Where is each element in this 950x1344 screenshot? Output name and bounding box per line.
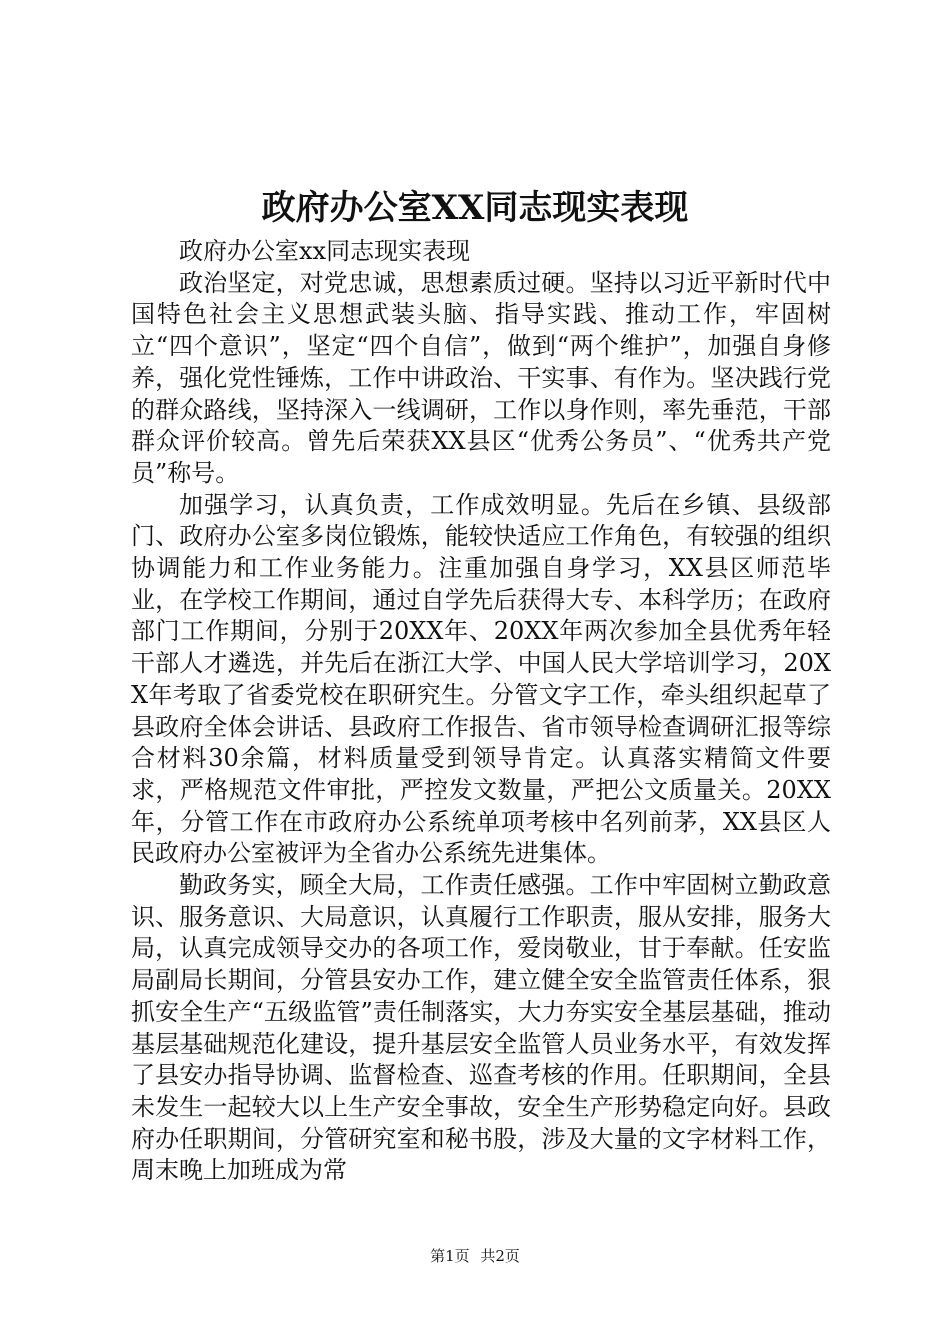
page-total: 共2页 bbox=[480, 1247, 520, 1265]
page-number: 第1页 bbox=[430, 1247, 470, 1265]
paragraph-study-responsibility: 加强学习，认真负责，工作成效明显。先后在乡镇、县级部门、政府办公室多岗位锻炼，能较快适应工作角色，有较强的组织协调能力和工作业务能力。注重加强自身学习，XX县区师范毕业，在学校工作期间，通过自学先后获得大专、本科学历；在政府部门工作期间，分别于20XX年、20XX年两次参加全县优秀年轻干部人才遴选，并先后在浙江大学、中国人民大学培训学习，20XX年考取了省委党校在职研究生。分管文字工作，牵头组织起草了县政府全体会讲话、县政府工作报告、省市领导检查调研汇报等综合材料30余篇，材料质量受到领导肯定。认真落实精简文件要求，严格规范文件审批，严控发文数量，严把公文质量关。20XX年，分管工作在市政府办公系统单项考核中名列前茅，XX县区人民政府办公室被评为全省办公系统先进集体。 bbox=[131, 490, 831, 868]
document-subtitle-paragraph: 政府办公室xx同志现实表现 bbox=[179, 237, 471, 265]
paragraph-diligence: 勤政务实，顾全大局，工作责任感强。工作中牢固树立勤政意识、服务意识、大局意识，认真履行工作职责，服从安排，服务大局，认真完成领导交办的各项工作，爱岗敬业，甘于奉献。任安监局副局长期间，分管县安办工作，建立健全安全监管责任体系，狠抓安全生产“五级监管”责任制落实，大力夯实安全基层基础，推动基层基础规范化建设，提升基层安全监管人员业务水平，有效发挥了县安办指导协调、监督检查、巡查考核的作用。任职期间，全县未发生一起较大以上生产安全事故，安全生产形势稳定向好。县政府办任职期间，分管研究室和秘书股，涉及大量的文字材料工作，周末晚上加班成为常 bbox=[131, 871, 831, 1185]
document-body bbox=[131, 236, 831, 1187]
document-title: 政府办公室XX同志现实表现 bbox=[261, 188, 689, 228]
page-footer bbox=[0, 1246, 950, 1266]
paragraph-political-stance: 政治坚定，对党忠诚，思想素质过硬。坚持以习近平新时代中国特色社会主义思想武装头脑、指导实践、推动工作，牢固树立“四个意识”，坚定“四个自信”，做到“两个维护”，加强自身修养，强化党性锤炼，工作中讲政治、干实事、有作为。坚决践行党的群众路线，坚持深入一线调研，工作以身作则，率先垂范，干部群众评价较高。曾先后荣获XX县区“优秀公务员”、“优秀共产党员”称号。 bbox=[131, 268, 831, 487]
